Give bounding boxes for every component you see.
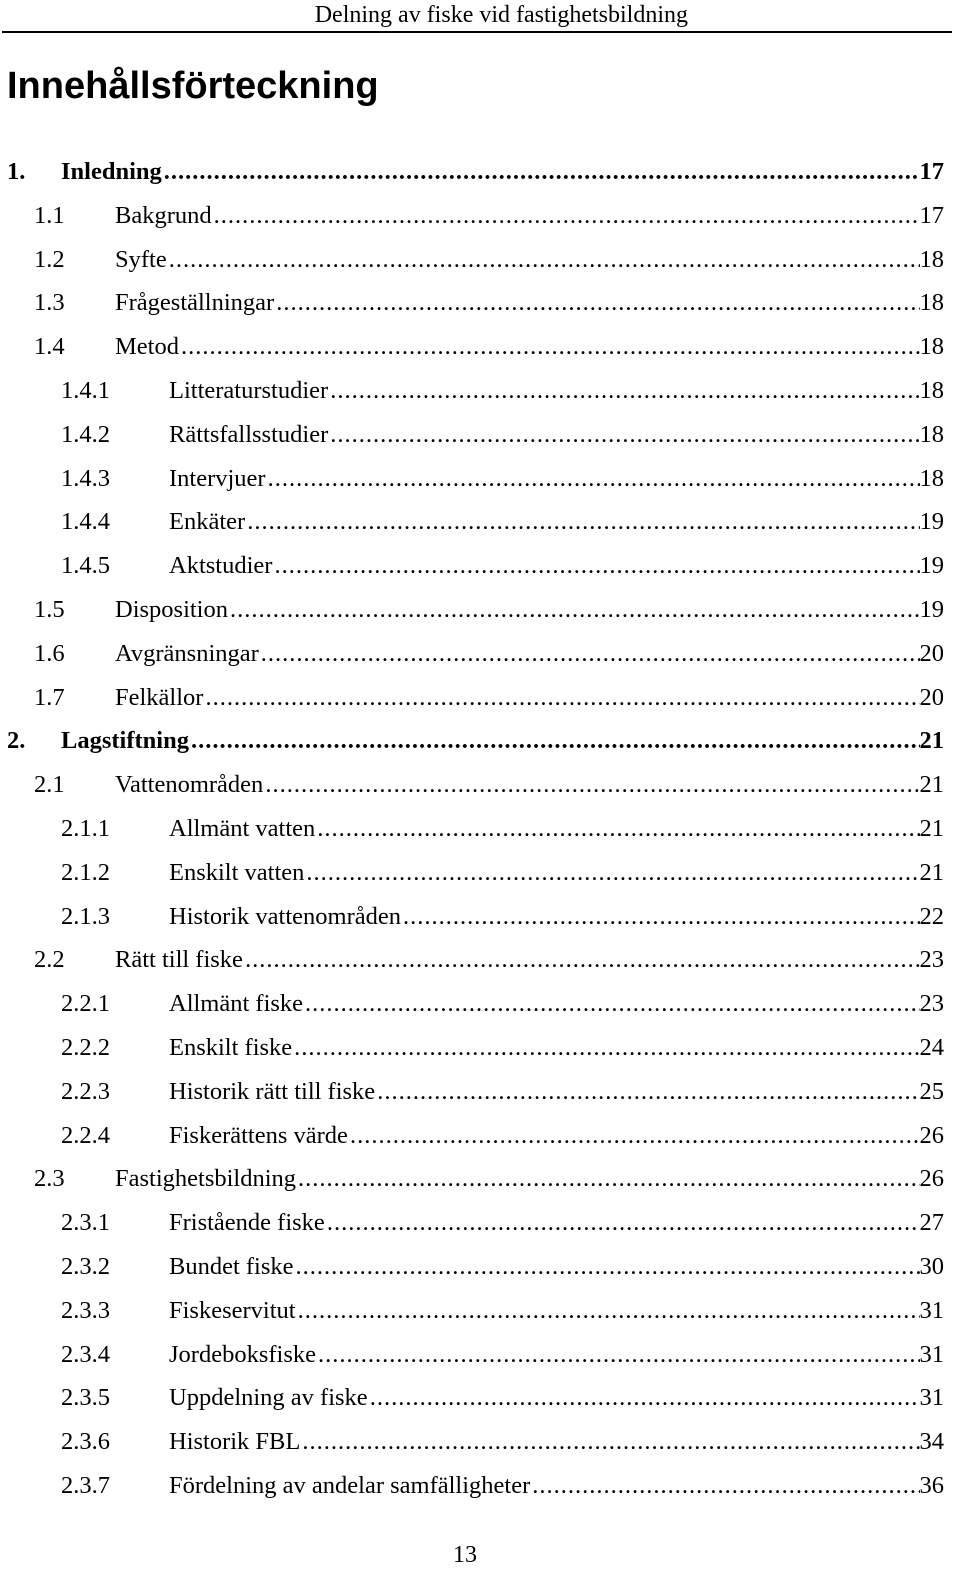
toc-entry-number: 2.2.1 [61,990,110,1018]
toc-entry-number: 1.4.1 [61,376,110,404]
toc-entry-title: Syfte [115,245,167,273]
toc-entry-line [115,596,944,624]
toc-dot-leader [328,377,919,405]
toc-entry-page: 19 [919,552,944,580]
toc-entry-page: 20 [919,683,944,711]
toc-entry-line [115,640,944,668]
toc-dot-leader [304,859,919,887]
toc-entry-title: Historik rätt till fiske [169,1077,376,1105]
toc-entry-page: 31 [919,1296,944,1324]
toc-entry-number: 1.7 [34,683,65,711]
toc-entry-page: 18 [919,376,944,404]
toc-entry-line [61,727,944,755]
toc-entry-page: 25 [919,1077,944,1105]
toc-dot-leader [401,903,919,931]
toc-entry-number: 2.3.4 [61,1340,110,1368]
toc-entry-line [115,1165,944,1193]
toc-entry-number: 2.3.6 [61,1428,110,1456]
toc-entry[interactable] [0,676,960,720]
toc-entry[interactable] [0,1333,960,1377]
toc-entry-line [169,859,944,887]
toc-dot-leader [296,1165,919,1193]
toc-dot-leader [296,1297,920,1325]
toc-dot-leader [274,289,919,317]
toc-entry-line [169,377,944,405]
toc-entry-page: 26 [919,1165,944,1193]
toc-entry-line [169,508,944,536]
toc-entry-line [169,815,944,843]
toc-entry-page: 18 [919,464,944,492]
toc-entry-line [169,1428,944,1456]
table-of-contents [0,150,960,1508]
toc-entry-line [169,1472,944,1500]
toc-entry[interactable] [0,1289,960,1333]
toc-dot-leader [203,684,919,712]
toc-entry[interactable] [0,895,960,939]
toc-entry-number: 1.4.4 [61,508,110,536]
toc-entry-title: Litteraturstudier [169,376,329,404]
toc-entry-title: Inledning [61,158,162,185]
toc-entry-title: Fastighetsbildning [115,1165,297,1193]
toc-dot-leader [266,465,920,493]
toc-entry-number: 1.6 [34,639,65,667]
header-rule [2,31,952,33]
toc-entry-line [169,421,944,449]
toc-entry-title: Rättsfallsstudier [169,420,329,448]
toc-dot-leader [167,246,920,274]
toc-entry[interactable] [0,719,960,763]
toc-entry-page: 21 [919,771,944,799]
toc-entry-number: 2.1.1 [61,814,110,842]
toc-entry-title: Aktstudier [169,552,273,580]
toc-entry[interactable] [0,1114,960,1158]
toc-entry-line [169,1341,944,1369]
toc-entry-title: Vattenområden [115,771,264,799]
toc-entry-page: 17 [919,158,944,185]
toc-dot-leader [294,1253,920,1281]
toc-entry[interactable] [0,413,960,457]
toc-entry-title: Lagstiftning [61,727,189,755]
toc-entry-number: 2.3.7 [61,1471,110,1499]
toc-entry-number: 2.2.4 [61,1121,110,1149]
toc-entry-page: 17 [919,201,944,229]
toc-entry-number: 2.3 [34,1165,65,1193]
toc-entry-title: Fördelning av andelar samfälligheter [169,1471,531,1499]
toc-dot-leader [375,1078,919,1106]
toc-entry-number: 1.2 [34,245,65,273]
toc-entry-title: Allmänt vatten [169,814,316,842]
toc-entry[interactable] [0,938,960,982]
toc-dot-leader [263,771,919,799]
toc-entry-number: 1.3 [34,289,65,317]
toc-entry-page: 23 [919,990,944,1018]
toc-entry-line [169,465,944,493]
toc-entry-line [61,158,944,186]
toc-entry-line [169,1034,944,1062]
toc-entry-title: Disposition [115,595,228,623]
toc-entry-page: 21 [919,727,944,755]
toc-entry[interactable] [0,763,960,807]
toc-entry-title: Intervjuer [169,464,266,492]
toc-entry-title: Fiskeservitut [169,1296,296,1324]
toc-entry-title: Historik FBL [169,1428,301,1456]
toc-entry-title: Fristående fiske [169,1209,325,1237]
toc-entry-number: 2.2.2 [61,1033,110,1061]
toc-entry[interactable] [0,369,960,413]
toc-entry[interactable] [0,982,960,1026]
toc-entry-page: 18 [919,333,944,361]
toc-entry-line [169,903,944,931]
toc-entry-title: Allmänt fiske [169,990,304,1018]
toc-entry-page: 21 [919,858,944,886]
toc-entry-line [115,289,944,317]
toc-entry-number: 2.2.3 [61,1077,110,1105]
toc-entry[interactable] [0,194,960,238]
toc-dot-leader [315,815,919,843]
toc-entry[interactable] [0,1201,960,1245]
toc-entry-line [169,1122,944,1150]
toc-entry[interactable] [0,807,960,851]
toc-entry-title: Historik vattenområden [169,902,402,930]
toc-entry-title: Felkällor [115,683,204,711]
toc-entry[interactable] [0,1157,960,1201]
toc-dot-leader [243,946,920,974]
toc-entry[interactable] [0,1376,960,1420]
toc-entry-title: Enskilt vatten [169,858,305,886]
toc-entry-line [115,202,944,230]
toc-entry-line [115,246,944,274]
toc-title: Innehållsförteckning [7,65,379,107]
toc-entry-number: 2.1.2 [61,858,110,886]
page-number: 13 [453,1542,477,1568]
toc-entry-number: 2.3.1 [61,1209,110,1237]
toc-entry-page: 30 [919,1252,944,1280]
toc-entry-page: 31 [919,1340,944,1368]
toc-dot-leader [348,1122,920,1150]
toc-entry[interactable] [0,1070,960,1114]
toc-dot-leader [212,202,920,230]
toc-entry-page: 36 [919,1471,944,1499]
toc-entry-title: Frågeställningar [115,289,275,317]
toc-dot-leader [189,727,920,755]
toc-entry-line [169,990,944,1018]
toc-entry-page: 20 [919,639,944,667]
toc-entry-title: Metod [115,333,179,361]
toc-entry-line [169,1297,944,1325]
toc-entry-number: 2.2 [34,946,65,974]
running-header: Delning av fiske vid fastighetsbildning [314,2,688,28]
toc-dot-leader [303,990,919,1018]
toc-dot-leader [530,1472,919,1500]
toc-dot-leader [300,1428,919,1456]
toc-entry-page: 18 [919,420,944,448]
toc-entry-line [115,684,944,712]
toc-dot-leader [162,158,920,186]
toc-entry-page: 23 [919,946,944,974]
toc-dot-leader [245,508,919,536]
toc-entry-title: Avgränsningar [115,639,259,667]
toc-entry-title: Bakgrund [115,201,212,229]
toc-entry-number: 2.3.2 [61,1252,110,1280]
toc-entry-line [115,946,944,974]
toc-entry-number: 1.4.5 [61,552,110,580]
toc-entry-page: 34 [919,1428,944,1456]
toc-entry-page: 24 [919,1033,944,1061]
toc-entry-title: Rätt till fiske [115,946,243,974]
toc-entry-number: 1.5 [34,595,65,623]
toc-entry-page: 27 [919,1209,944,1237]
toc-dot-leader [259,640,920,668]
toc-entry-number: 1.4.2 [61,420,110,448]
toc-entry-line [115,771,944,799]
toc-entry-line [169,1384,944,1412]
toc-entry-page: 18 [919,289,944,317]
toc-dot-leader [328,421,919,449]
toc-entry[interactable] [0,544,960,588]
toc-entry-page: 31 [919,1384,944,1412]
toc-dot-leader [292,1034,919,1062]
toc-entry-page: 19 [919,508,944,536]
toc-entry-title: Bundet fiske [169,1252,294,1280]
toc-entry-title: Enskilt fiske [169,1033,293,1061]
toc-entry-page: 26 [919,1121,944,1149]
toc-dot-leader [325,1209,920,1237]
toc-entry[interactable] [0,588,960,632]
toc-entry-number: 1.4.3 [61,464,110,492]
toc-entry[interactable] [0,851,960,895]
toc-entry[interactable] [0,632,960,676]
toc-entry-title: Uppdelning av fiske [169,1384,368,1412]
toc-entry-line [169,1253,944,1281]
toc-entry-number: 1. [7,158,26,185]
toc-entry-title: Enkäter [169,508,246,536]
toc-entry-number: 2. [7,727,26,755]
toc-dot-leader [316,1341,920,1369]
toc-entry-number: 1.4 [34,333,65,361]
toc-entry[interactable] [0,281,960,325]
toc-dot-leader [179,333,920,361]
toc-entry-line [169,1078,944,1106]
toc-entry-number: 2.3.3 [61,1296,110,1324]
toc-entry-page: 19 [919,595,944,623]
toc-entry-number: 2.1.3 [61,902,110,930]
toc-entry-title: Fiskerättens värde [169,1121,348,1149]
toc-entry-line [115,333,944,361]
toc-entry[interactable] [0,1245,960,1289]
toc-entry[interactable] [0,1464,960,1508]
toc-entry[interactable] [0,150,960,194]
toc-entry-line [169,1209,944,1237]
toc-entry[interactable] [0,1026,960,1070]
toc-entry-number: 1.1 [34,201,65,229]
toc-dot-leader [228,596,920,624]
toc-entry[interactable] [0,238,960,282]
toc-entry-page: 18 [919,245,944,273]
toc-entry-page: 21 [919,814,944,842]
toc-dot-leader [272,552,919,580]
toc-entry[interactable] [0,500,960,544]
toc-entry-number: 2.3.5 [61,1384,110,1412]
toc-entry[interactable] [0,325,960,369]
toc-entry[interactable] [0,1420,960,1464]
toc-entry-title: Jordeboksfiske [169,1340,316,1368]
toc-entry[interactable] [0,457,960,501]
toc-dot-leader [368,1384,920,1412]
toc-entry-number: 2.1 [34,771,65,799]
toc-entry-page: 22 [919,902,944,930]
toc-entry-line [169,552,944,580]
